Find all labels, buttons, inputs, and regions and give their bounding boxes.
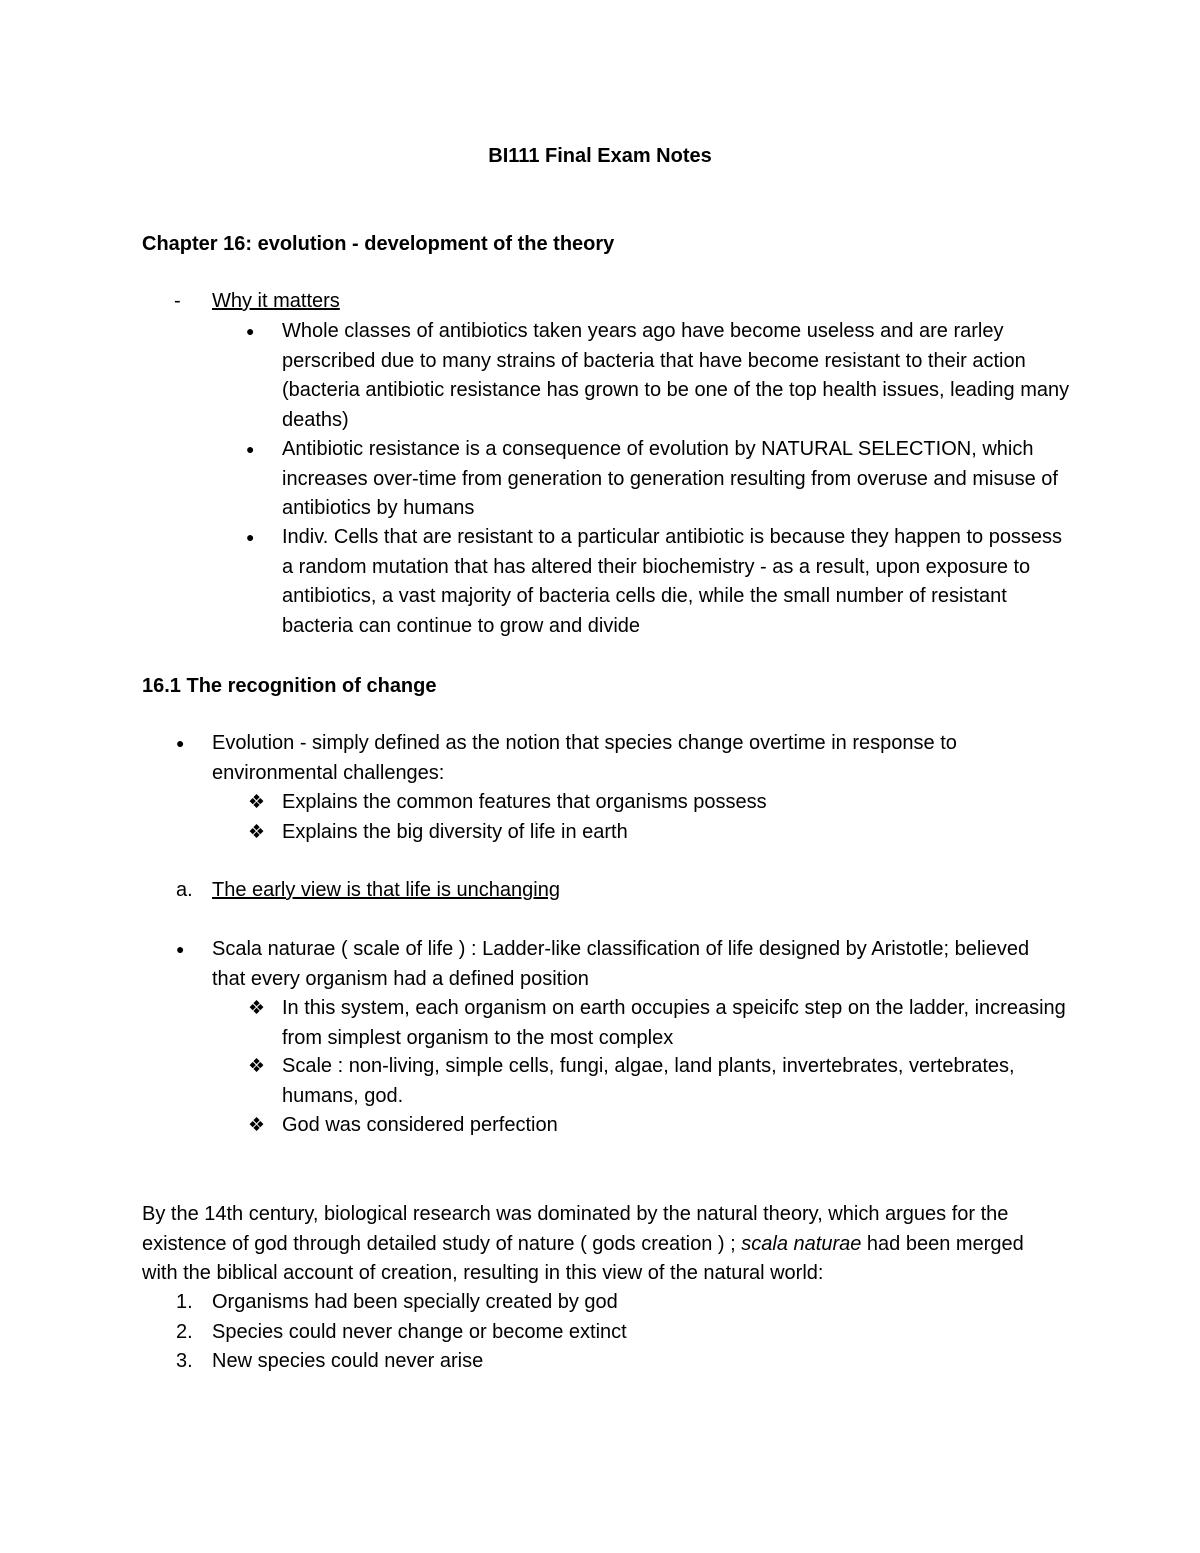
number-marker: 1. xyxy=(176,1291,193,1313)
bullet-dot-icon: ● xyxy=(246,529,255,545)
number-marker: 2. xyxy=(176,1321,193,1343)
list-item xyxy=(246,435,1072,524)
list-item-text: Scala naturae ( scale of life ) : Ladder-like classification of life designed by Aristotle; believed that every organism had a defined position xyxy=(212,938,1030,990)
list-item-text: Species could never change or become extinct xyxy=(212,1321,627,1343)
list-item-text: Whole classes of antibiotics taken years ago have become useless and are rarley perscribed due to many strains of bacteria that have become resistant to their action (bacteria antibiotic resistance has grown to be one of the top health issues, leading many deaths) xyxy=(282,320,1070,431)
list-item xyxy=(176,729,1062,788)
sub-list-item xyxy=(248,1111,1072,1141)
body-paragraph xyxy=(142,1200,1062,1289)
bullet-dot-icon: ● xyxy=(246,323,255,339)
bullet-diamond-icon: ❖ xyxy=(248,1056,266,1077)
paragraph-text-1: By the 14th century, biological research was dominated by the natural theory, which argues for the existence of god through detailed study of nature ( gods creation ) ; xyxy=(142,1203,1009,1255)
chapter-16-heading: Chapter 16: evolution - development of the theory xyxy=(142,233,615,255)
bullet-dot-icon: ● xyxy=(246,441,255,457)
paragraph-text-2: had been merged with the biblical account of creation, resulting in this view of the natural world: xyxy=(142,1232,1024,1285)
list-item xyxy=(246,523,1072,641)
list-item-text: Explains the common features that organisms possess xyxy=(282,791,767,813)
list-item-text: Scale : non-living, simple cells, fungi, algae, land plants, invertebrates, vertebrates, humans, god. xyxy=(282,1055,1015,1107)
document-title: BI111 Final Exam Notes xyxy=(488,145,712,167)
numbered-list-item xyxy=(176,1288,1062,1318)
sub-list-item xyxy=(248,994,1072,1053)
numbered-list-item xyxy=(176,1347,1062,1377)
bullet-diamond-icon: ❖ xyxy=(248,998,266,1019)
numbered-list-item xyxy=(176,1318,1062,1348)
bullet-dot-icon: ● xyxy=(176,941,185,957)
letter-marker: a. xyxy=(176,879,193,901)
sub-list-item xyxy=(248,818,1072,848)
sub-list-item xyxy=(248,788,1072,818)
list-item xyxy=(176,935,1062,994)
why-it-matters-label: Why it matters xyxy=(212,290,340,312)
why-it-matters-item xyxy=(174,287,1072,317)
paragraph-italic: scala naturae xyxy=(741,1232,862,1255)
number-marker: 3. xyxy=(176,1350,193,1372)
list-item-text: Evolution - simply defined as the notion that species change overtime in response to environmental challenges: xyxy=(212,732,957,784)
dash-marker: - xyxy=(174,290,181,312)
list-item-text: Antibiotic resistance is a consequence of evolution by NATURAL SELECTION, which increases over-time from generation to generation resulting from overuse and misuse of antibiotics by humans xyxy=(282,438,1058,520)
list-item-text: In this system, each organism on earth occupies a speicifc step on the ladder, increasing from simplest organism to the most complex xyxy=(282,997,1066,1049)
bullet-diamond-icon: ❖ xyxy=(248,1115,266,1136)
sub-list-item xyxy=(248,1052,1072,1111)
early-view-item xyxy=(176,876,1062,906)
list-item-text: God was considered perfection xyxy=(282,1114,558,1136)
section-16-1-heading: 16.1 The recognition of change xyxy=(142,675,437,697)
list-item-text: Indiv. Cells that are resistant to a particular antibiotic is because they happen to possess a random mutation that has altered their biochemistry - as a result, upon exposure to antibiotics, a vast majority of bacteria cells die, while the small number of resistant bacteria can continue to grow and divide xyxy=(282,526,1063,637)
list-item xyxy=(246,317,1072,435)
early-view-label: The early view is that life is unchanging xyxy=(212,879,560,901)
list-item-text: Explains the big diversity of life in earth xyxy=(282,821,628,843)
list-item-text: New species could never arise xyxy=(212,1350,484,1372)
bullet-diamond-icon: ❖ xyxy=(248,792,266,813)
bullet-dot-icon: ● xyxy=(176,735,185,751)
list-item-text: Organisms had been specially created by god xyxy=(212,1291,618,1313)
bullet-diamond-icon: ❖ xyxy=(248,822,266,843)
